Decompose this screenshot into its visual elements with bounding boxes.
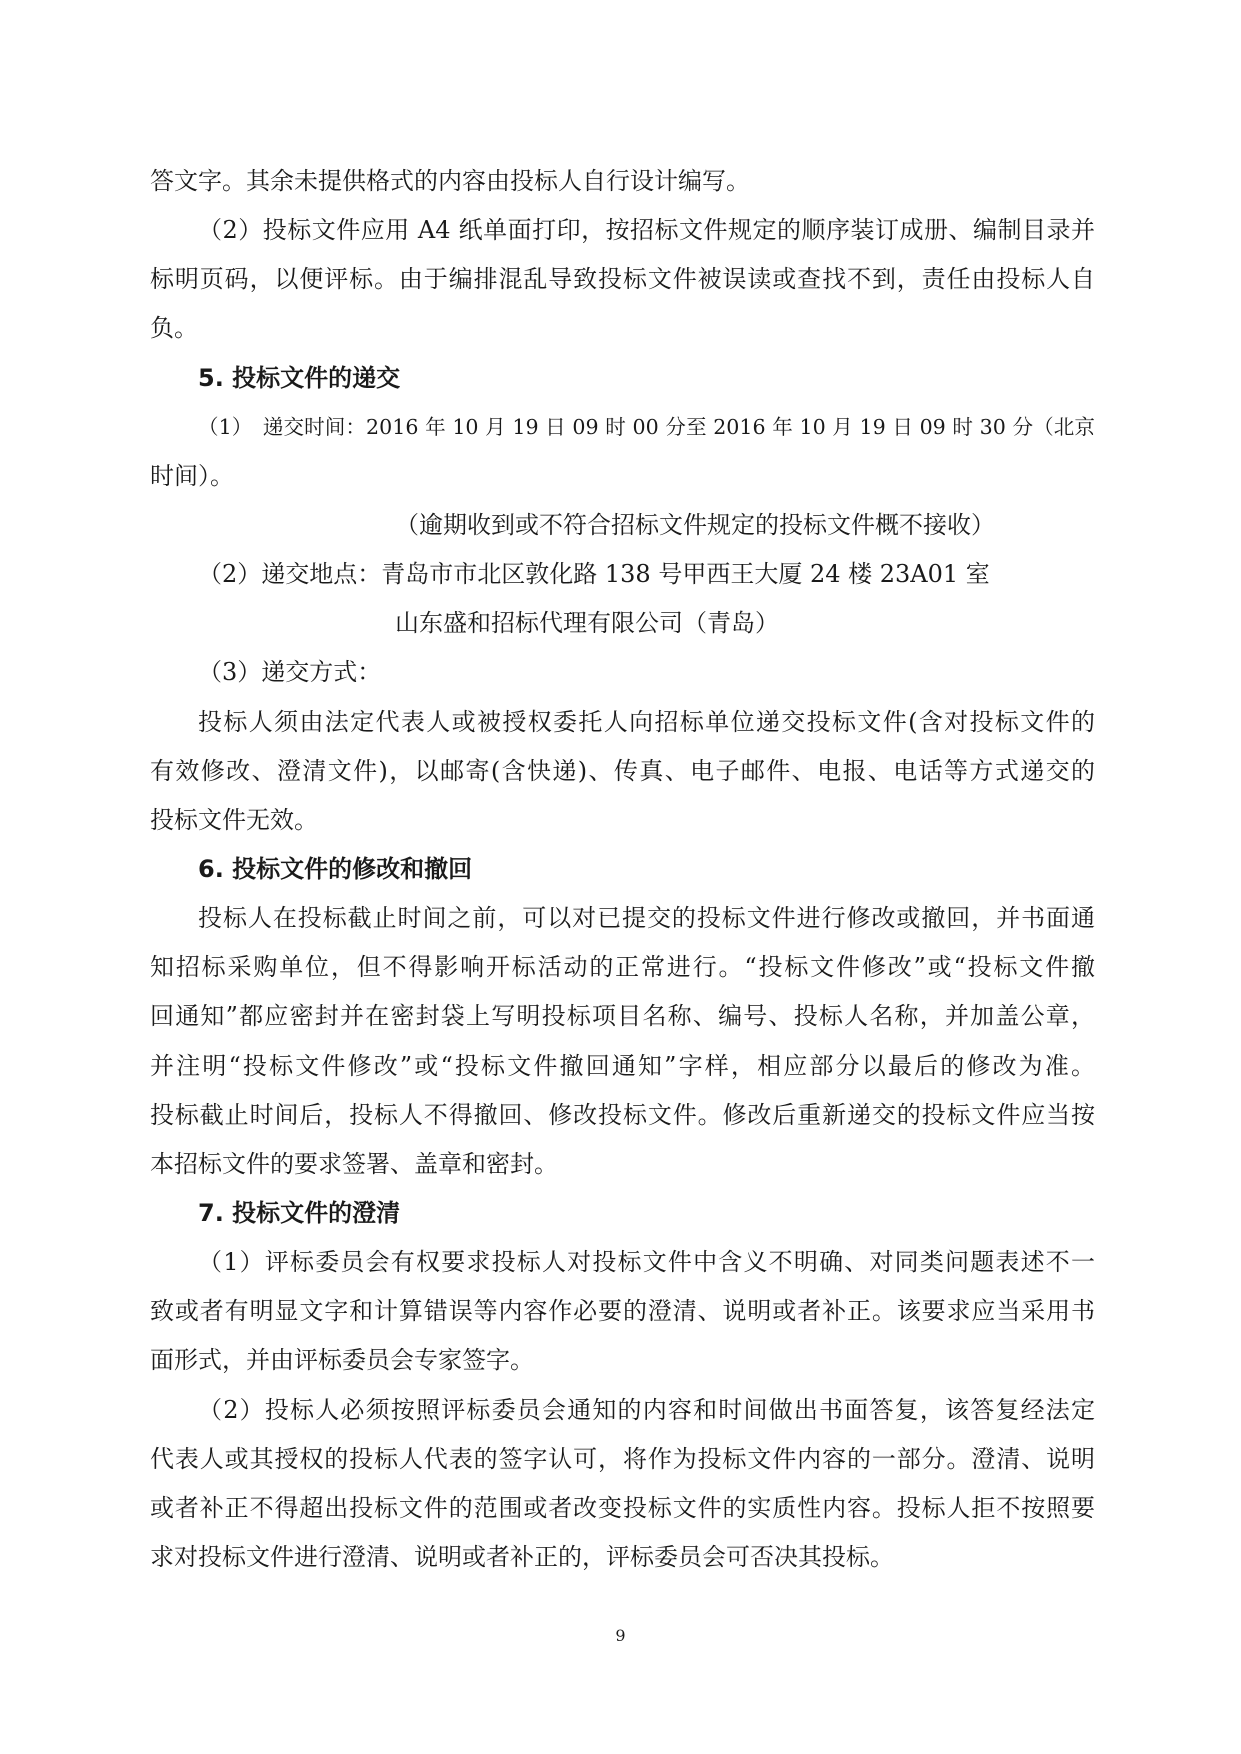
text-line: 并注明“投标文件修改”或“投标文件撤回通知”字样，相应部分以最后的修改为准。: [150, 1052, 1095, 1080]
text-line: 投标文件无效。: [150, 806, 318, 834]
text-line: 有效修改、澄清文件)，以邮寄(含快递)、传真、电子邮件、电报、电话等方式递交的: [150, 757, 1095, 785]
section-heading: 7. 投标文件的澄清: [198, 1199, 401, 1227]
text-line: 本招标文件的要求签署、盖章和密封。: [150, 1150, 558, 1178]
text-line: 投标人须由法定代表人或被授权委托人向招标单位递交投标文件(含对投标文件的: [198, 708, 1095, 736]
text-line: 代表人或其授权的投标人代表的签字认可，将作为投标文件内容的一部分。澄清、说明: [150, 1445, 1095, 1473]
text-line: 回通知”都应密封并在密封袋上写明投标项目名称、编号、投标人名称，并加盖公章，: [150, 1002, 1095, 1030]
text-line: （逾期收到或不符合招标文件规定的投标文件概不接收）: [395, 511, 995, 539]
text-line: 标明页码，以便评标。由于编排混乱导致投标文件被误读或查找不到，责任由投标人自: [150, 265, 1095, 293]
text-line: （2）递交地点：青岛市市北区敦化路 138 号甲西王大厦 24 楼 23A01 室: [198, 560, 990, 588]
text-line: 答文字。其余未提供格式的内容由投标人自行设计编写。: [150, 167, 750, 195]
section-heading: 5. 投标文件的递交: [198, 364, 401, 392]
text-line: （3）递交方式：: [198, 658, 382, 686]
page-number: 9: [615, 1626, 626, 1645]
text-line: 或者补正不得超出投标文件的范围或者改变投标文件的实质性内容。投标人拒不按照要: [150, 1494, 1095, 1522]
text-line: 面形式，并由评标委员会专家签字。: [150, 1346, 534, 1374]
text-line: 负。: [150, 314, 198, 342]
section-heading: 6. 投标文件的修改和撤回: [198, 855, 473, 883]
text-line: 投标截止时间后，投标人不得撤回、修改投标文件。修改后重新递交的投标文件应当按: [150, 1101, 1095, 1129]
text-line: 投标人在投标截止时间之前，可以对已提交的投标文件进行修改或撤回，并书面通: [198, 904, 1095, 932]
text-line: 知招标采购单位，但不得影响开标活动的正常进行。“投标文件修改”或“投标文件撤: [150, 953, 1095, 981]
text-line: （1） 递交时间：2016 年 10 月 19 日 09 时 00 分至 2016 年 10 月 19 日 09 时 30 分（北京: [198, 415, 1095, 439]
text-line: 时间）。: [150, 462, 234, 490]
text-line: （1）评标委员会有权要求投标人对投标文件中含义不明确、对同类问题表述不一: [198, 1248, 1095, 1276]
text-line: （2）投标人必须按照评标委员会通知的内容和时间做出书面答复，该答复经法定: [198, 1396, 1095, 1424]
text-line: 山东盛和招标代理有限公司（青岛）: [395, 609, 779, 637]
text-line: 求对投标文件进行澄清、说明或者补正的，评标委员会可否决其投标。: [150, 1543, 894, 1571]
text-line: 致或者有明显文字和计算错误等内容作必要的澄清、说明或者补正。该要求应当采用书: [150, 1297, 1095, 1325]
text-line: （2）投标文件应用 A4 纸单面打印，按招标文件规定的顺序装订成册、编制目录并: [198, 216, 1095, 244]
